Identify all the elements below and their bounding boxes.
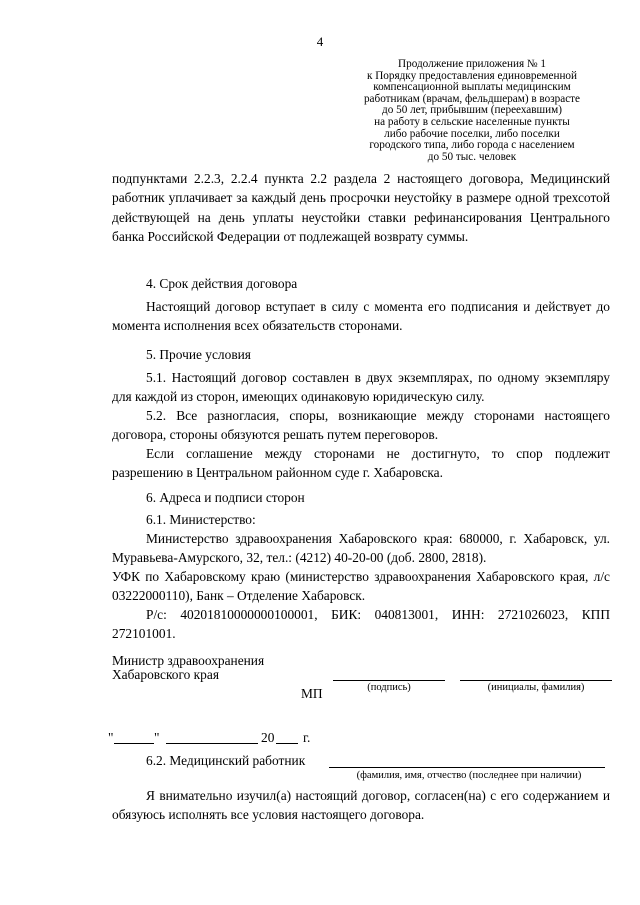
medical-worker-label: 6.2. Медицинский работник (146, 753, 306, 768)
section-6-1-label: 6.1. Министерство: (146, 512, 256, 527)
header-note-line: до 50 лет, прибывшим (переехавшим) (382, 104, 562, 117)
ministry-address: Министерство здравоохранения Хабаровского края: 680000, г. Хабаровск, ул. Муравьева-Амурского, 32, тел.: (4212) 40-20-00 (доб. 2800, 2818). (112, 531, 610, 566)
date-year-line (276, 743, 298, 744)
ufk-details: УФК по Хабаровскому краю (министерство здравоохранения Хабаровского края, л/с 03222000110), Банк – Отделение Хабаровск. (112, 569, 610, 604)
header-note-line: на работу в сельские населенные пункты (374, 115, 570, 128)
date-century: 20 (261, 730, 275, 745)
date-month-line (166, 743, 258, 744)
header-note-line: до 50 тыс. человек (427, 150, 517, 163)
appendix-header-note (338, 59, 606, 163)
medical-worker-caption: (фамилия, имя, отчество (последнее при наличии) (356, 770, 582, 781)
medical-worker-name-line (329, 767, 605, 768)
section-5-2-text: 5.2. Все разногласия, споры, возникающие между сторонами настоящего договора, стороны обязуются решать путем переговоров. (112, 408, 610, 443)
date-year-suffix: г. (303, 730, 311, 745)
section-5-1-text: 5.1. Настоящий договор составлен в двух экземплярах, по одному экземпляру для каждой из сторон, имеющих одинаковую юридическую силу. (112, 370, 610, 405)
header-note-line: компенсационной выплаты медицинским (373, 81, 571, 94)
initials-caption: (инициалы, фамилия) (487, 682, 585, 693)
section-5-3-text: Если соглашение между сторонами не достигнуто, то спор подлежит разрешению в Центральном районном суде г. Хабаровска. (112, 446, 610, 481)
date-close-quote: " (154, 730, 160, 745)
section-6-heading: 6. Адреса и подписи сторон (146, 490, 305, 505)
section-4-heading: 4. Срок действия договора (146, 276, 298, 291)
header-note-line: Продолжение приложения № 1 (398, 58, 546, 70)
section-5-heading: 5. Прочие условия (146, 347, 251, 362)
header-note-line: работникам (врачам, фельдшерам) в возрасте (363, 92, 581, 105)
header-note-line: либо рабочие поселки, либо поселки (384, 127, 560, 140)
date-open-quote: " (108, 730, 114, 745)
intro-paragraph: подпунктами 2.2.3, 2.2.4 пункта 2.2 раздела 2 настоящего договора, Медицинский работник уплачивает за каждый день просрочки неустойку в размере одной трехсотой действующей на день уплаты неустойки ставки рефинансирования Центрального банка Российской Федерации от подлежащей возврату суммы. (112, 171, 610, 245)
signature-line (333, 680, 445, 681)
minister-title-line1: Министр здравоохранения (112, 653, 265, 668)
date-day-line (114, 743, 154, 744)
section-4-text: Настоящий договор вступает в силу с момента его подписания и действует до момента исполнения всех обязательств сторонами. (112, 299, 610, 334)
acknowledgement-text: Я внимательно изучил(а) настоящий договор, согласен(на) с его содержанием и обязуюсь исполнять все условия настоящего договора. (112, 788, 610, 823)
stamp-placeholder: МП (301, 686, 323, 701)
signature-caption: (подпись) (367, 682, 411, 693)
minister-title-line2: Хабаровского края (112, 667, 219, 682)
initials-line (460, 680, 612, 681)
header-note-line: городского типа, либо города с населением (369, 139, 575, 152)
page-number: 4 (316, 34, 324, 49)
header-note-line: к Порядку предоставления единовременной (366, 69, 578, 82)
bank-details: Р/с: 40201810000000100001, БИК: 040813001, ИНН: 2721026023, КПП 272101001. (112, 607, 610, 642)
